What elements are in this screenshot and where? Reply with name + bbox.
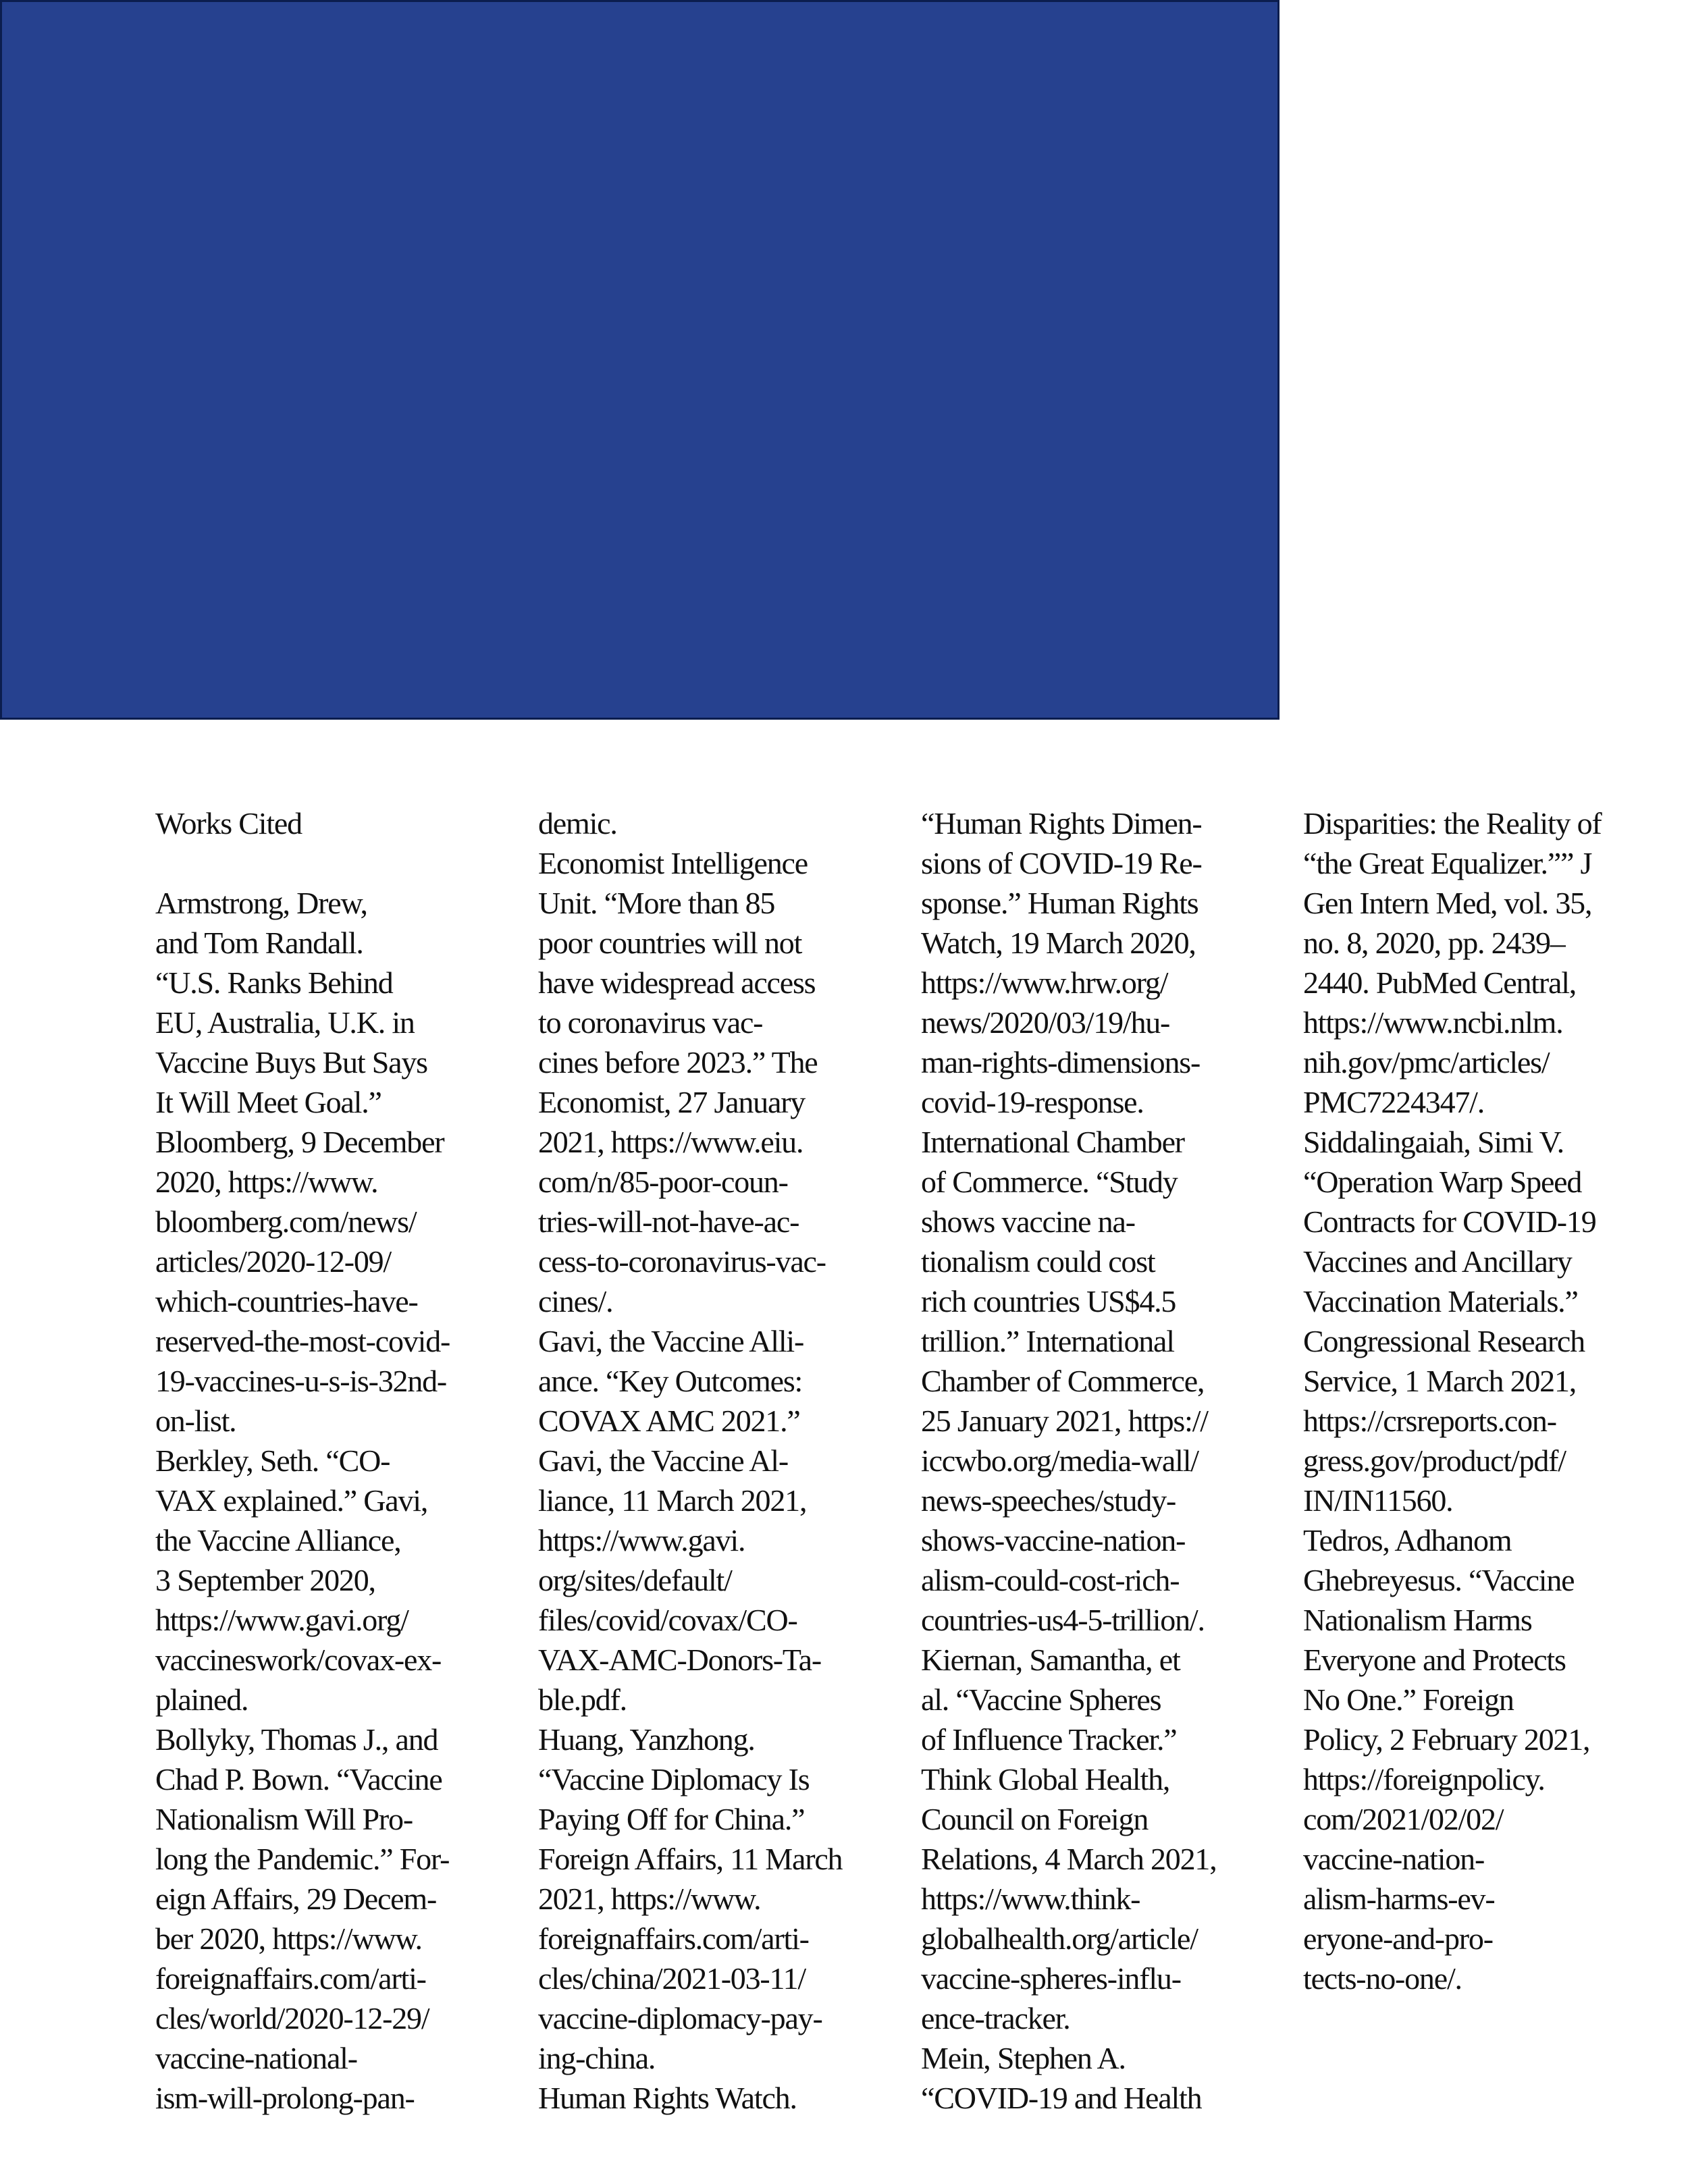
reference-line: “COVID-19 and Health	[921, 2081, 1202, 2115]
reference-line: 2440. PubMed Central,	[1303, 965, 1577, 1000]
reference-line: Kiernan, Samantha, et	[921, 1643, 1180, 1677]
reference-line: Chamber of Commerce,	[921, 1364, 1205, 1398]
reference-line: long the Pandemic.” For-	[155, 1842, 450, 1876]
reference-line: news-speeches/study-	[921, 1483, 1176, 1518]
reference-line: Gavi, the Vaccine Alli-	[538, 1324, 804, 1358]
reference-line: alism-harms-ev-	[1303, 1882, 1495, 1916]
reference-line: Think Global Health,	[921, 1762, 1170, 1796]
reference-line: “Vaccine Diplomacy Is	[538, 1762, 810, 1796]
reference-line: foreignaffairs.com/arti-	[538, 1921, 809, 1956]
reference-line: alism-could-cost-rich-	[921, 1563, 1180, 1597]
reference-line: reserved-the-most-covid-	[155, 1324, 450, 1358]
reference-line: Service, 1 March 2021,	[1303, 1364, 1577, 1398]
reference-line: VAX-AMC-Donors-Ta-	[538, 1643, 821, 1677]
reference-line: bloomberg.com/news/	[155, 1204, 417, 1239]
works-cited-heading: Works Cited	[155, 806, 302, 841]
reference-line: Gavi, the Vaccine Al-	[538, 1443, 788, 1478]
reference-line: Berkley, Seth. “CO-	[155, 1443, 390, 1478]
reference-line: articles/2020-12-09/	[155, 1244, 392, 1279]
reference-line: covid-19-response.	[921, 1085, 1144, 1119]
reference-line: International Chamber	[921, 1125, 1184, 1159]
reference-line: “the Great Equalizer.”” J	[1303, 846, 1592, 880]
reference-line: Congressional Research	[1303, 1324, 1585, 1358]
reference-line: Policy, 2 February 2021,	[1303, 1722, 1590, 1757]
works-cited-column-2	[538, 803, 889, 2118]
reference-line: https://www.ncbi.nlm.	[1303, 1005, 1563, 1040]
reference-line: https://www.hrw.org/	[921, 965, 1168, 1000]
reference-line: Vaccination Materials.”	[1303, 1284, 1578, 1319]
reference-line: “Operation Warp Speed	[1303, 1165, 1582, 1199]
reference-line: Chad P. Bown. “Vaccine	[155, 1762, 442, 1796]
reference-line: nih.gov/pmc/articles/	[1303, 1045, 1550, 1080]
reference-line: tries-will-not-have-ac-	[538, 1204, 799, 1239]
reference-line: https://www.gavi.	[538, 1523, 745, 1557]
reference-line: vaccine-nation-	[1303, 1842, 1485, 1876]
reference-line: com/n/85-poor-coun-	[538, 1165, 788, 1199]
reference-line: iccwbo.org/media-wall/	[921, 1443, 1198, 1478]
reference-line: VAX explained.” Gavi,	[155, 1483, 428, 1518]
reference-line: Unit. “More than 85	[538, 886, 775, 920]
reference-line: https://foreignpolicy.	[1303, 1762, 1545, 1796]
reference-line: EU, Australia, U.K. in	[155, 1005, 415, 1040]
reference-line: cess-to-coronavirus-vac-	[538, 1244, 826, 1279]
column-lines	[155, 883, 506, 2118]
reference-line: of Influence Tracker.”	[921, 1722, 1177, 1757]
reference-line: vaccineswork/covax-ex-	[155, 1643, 442, 1677]
reference-line: tionalism could cost	[921, 1244, 1155, 1279]
reference-line: Everyone and Protects	[1303, 1643, 1566, 1677]
reference-line: Nationalism Will Pro-	[155, 1802, 413, 1836]
reference-line: No One.” Foreign	[1303, 1682, 1514, 1717]
reference-line: Tedros, Adhanom	[1303, 1523, 1512, 1557]
reference-line: It Will Meet Goal.”	[155, 1085, 381, 1119]
reference-line: COVAX AMC 2021.”	[538, 1404, 800, 1438]
reference-line: vaccine-national-	[155, 2041, 357, 2075]
reference-line: org/sites/default/	[538, 1563, 732, 1597]
reference-line: Relations, 4 March 2021,	[921, 1842, 1217, 1876]
reference-line: man-rights-dimensions-	[921, 1045, 1201, 1080]
reference-line: Contracts for COVID-19	[1303, 1204, 1596, 1239]
reference-line: Foreign Affairs, 11 March	[538, 1842, 843, 1876]
reference-line: al. “Vaccine Spheres	[921, 1682, 1161, 1717]
reference-line: which-countries-have-	[155, 1284, 418, 1319]
reference-line: https://www.gavi.org/	[155, 1603, 408, 1637]
reference-line: 19-vaccines-u-s-is-32nd-	[155, 1364, 447, 1398]
reference-line: Ghebreyesus. “Vaccine	[1303, 1563, 1575, 1597]
reference-line: https://www.think-	[921, 1882, 1140, 1916]
reference-line: vaccine-spheres-influ-	[921, 1961, 1181, 1996]
reference-line: gress.gov/product/pdf/	[1303, 1443, 1566, 1478]
reference-line: Economist, 27 January	[538, 1085, 806, 1119]
reference-line: foreignaffairs.com/arti-	[155, 1961, 426, 1996]
reference-line: and Tom Randall.	[155, 926, 363, 960]
header-color-block	[0, 0, 1280, 720]
reference-line: trillion.” International	[921, 1324, 1174, 1358]
reference-line: on-list.	[155, 1404, 236, 1438]
reference-line: to coronavirus vac-	[538, 1005, 763, 1040]
works-cited-column-3	[921, 803, 1272, 2118]
reference-line: no. 8, 2020, pp. 2439–	[1303, 926, 1565, 960]
reference-line: cines/.	[538, 1284, 613, 1319]
reference-line: the Vaccine Alliance,	[155, 1523, 401, 1557]
reference-line: Council on Foreign	[921, 1802, 1149, 1836]
heading-spacer	[155, 843, 506, 883]
reference-line: Vaccines and Ancillary	[1303, 1244, 1572, 1279]
reference-line: Vaccine Buys But Says	[155, 1045, 427, 1080]
column-lines	[921, 803, 1272, 2118]
reference-line: cles/world/2020-12-29/	[155, 2001, 429, 2035]
reference-line: 2021, https://www.eiu.	[538, 1125, 803, 1159]
reference-line: ble.pdf.	[538, 1682, 627, 1717]
reference-line: Economist Intelligence	[538, 846, 808, 880]
reference-line: ance. “Key Outcomes:	[538, 1364, 803, 1398]
reference-line: shows-vaccine-nation-	[921, 1523, 1186, 1557]
reference-line: news/2020/03/19/hu-	[921, 1005, 1170, 1040]
reference-line: plained.	[155, 1682, 248, 1717]
reference-line: have widespread access	[538, 965, 816, 1000]
reference-line: demic.	[538, 806, 617, 841]
reference-line: https://crsreports.con-	[1303, 1404, 1556, 1438]
reference-line: Disparities: the Reality of	[1303, 806, 1602, 841]
reference-line: of Commerce. “Study	[921, 1165, 1178, 1199]
reference-line: ber 2020, https://www.	[155, 1921, 422, 1956]
reference-line: 3 September 2020,	[155, 1563, 375, 1597]
reference-line: globalhealth.org/article/	[921, 1921, 1198, 1956]
reference-line: Huang, Yanzhong.	[538, 1722, 755, 1757]
reference-line: Armstrong, Drew,	[155, 886, 367, 920]
reference-line: cines before 2023.” The	[538, 1045, 818, 1080]
reference-line: Paying Off for China.”	[538, 1802, 805, 1836]
reference-line: Gen Intern Med, vol. 35,	[1303, 886, 1592, 920]
reference-line: Nationalism Harms	[1303, 1603, 1532, 1637]
reference-line: countries-us4-5-trillion/.	[921, 1603, 1205, 1637]
reference-line: vaccine-diplomacy-pay-	[538, 2001, 822, 2035]
reference-line: “Human Rights Dimen-	[921, 806, 1202, 841]
reference-line: PMC7224347/.	[1303, 1085, 1485, 1119]
reference-line: sponse.” Human Rights	[921, 886, 1198, 920]
reference-line: ing-china.	[538, 2041, 656, 2075]
reference-line: eryone-and-pro-	[1303, 1921, 1493, 1956]
reference-line: sions of COVID-19 Re-	[921, 846, 1202, 880]
reference-line: Mein, Stephen A.	[921, 2041, 1126, 2075]
works-cited-column-1	[155, 803, 506, 2118]
reference-line: Watch, 19 March 2020,	[921, 926, 1196, 960]
reference-line: com/2021/02/02/	[1303, 1802, 1504, 1836]
reference-line: Bloomberg, 9 December	[155, 1125, 444, 1159]
reference-line: IN/IN11560.	[1303, 1483, 1453, 1518]
reference-line: shows vaccine na-	[921, 1204, 1135, 1239]
reference-line: files/covid/covax/CO-	[538, 1603, 797, 1637]
reference-line: Bollyky, Thomas J., and	[155, 1722, 438, 1757]
column-lines	[1303, 803, 1654, 1998]
reference-line: Human Rights Watch.	[538, 2081, 797, 2115]
reference-line: eign Affairs, 29 Decem-	[155, 1882, 437, 1916]
reference-line: “U.S. Ranks Behind	[155, 965, 393, 1000]
reference-line: cles/china/2021-03-11/	[538, 1961, 806, 1996]
reference-line: poor countries will not	[538, 926, 802, 960]
works-cited-column-4	[1303, 803, 1654, 1998]
reference-line: 25 January 2021, https://	[921, 1404, 1208, 1438]
reference-line: Siddalingaiah, Simi V.	[1303, 1125, 1564, 1159]
reference-line: liance, 11 March 2021,	[538, 1483, 807, 1518]
column-lines	[538, 803, 889, 2118]
reference-line: rich countries US$4.5	[921, 1284, 1176, 1319]
reference-line: ism-will-prolong-pan-	[155, 2081, 415, 2115]
reference-line: 2020, https://www.	[155, 1165, 378, 1199]
reference-line: tects-no-one/.	[1303, 1961, 1462, 1996]
reference-line: 2021, https://www.	[538, 1882, 761, 1916]
reference-line: ence-tracker.	[921, 2001, 1070, 2035]
